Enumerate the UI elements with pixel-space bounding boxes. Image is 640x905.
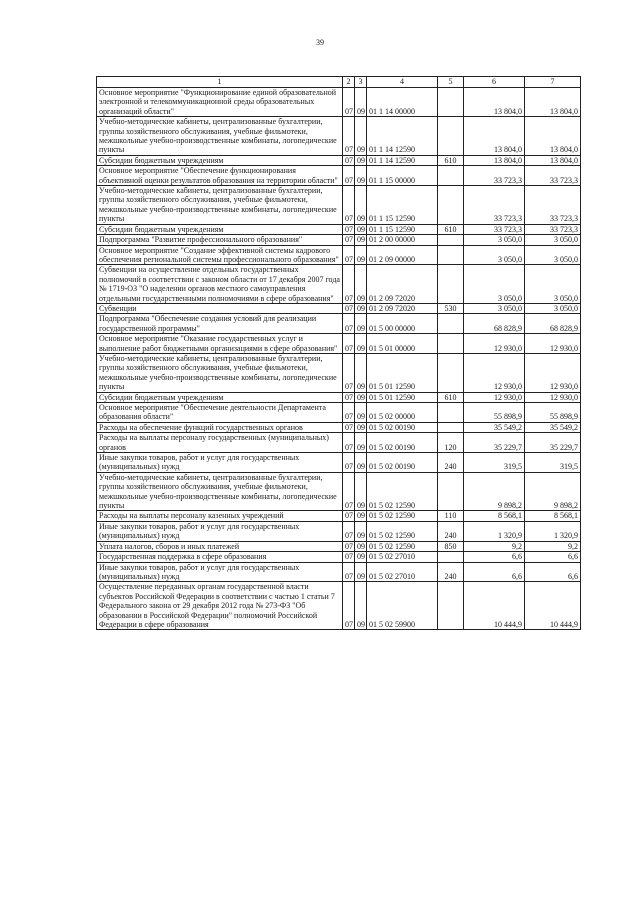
section-code-cell: 07 [343, 265, 355, 304]
amount-column-7-cell: 33 723,3 [525, 186, 581, 225]
expense-type-cell [438, 186, 464, 225]
amount-column-6-cell: 33 723,3 [464, 186, 525, 225]
subsection-code-cell: 09 [355, 521, 367, 541]
amount-column-6-cell: 6,6 [464, 562, 525, 582]
amount-column-7-cell: 3 050,0 [525, 235, 581, 245]
amount-column-6-cell: 3 050,0 [464, 265, 525, 304]
expense-type-cell: 530 [438, 303, 464, 313]
target-article-cell: 01 5 01 12590 [367, 392, 438, 402]
subsection-code-cell: 09 [355, 265, 367, 304]
amount-column-7-cell: 12 930,0 [525, 392, 581, 402]
row-name-cell: Субсидии бюджетным учреждениям [97, 155, 343, 165]
expense-type-cell [438, 314, 464, 334]
amount-column-6-cell: 33 723,3 [464, 166, 525, 186]
section-code-cell: 07 [343, 155, 355, 165]
amount-column-6-cell: 13 804,0 [464, 88, 525, 117]
subsection-code-cell: 09 [355, 186, 367, 225]
table-row [97, 155, 581, 165]
expense-type-cell: 240 [438, 453, 464, 473]
table-row [97, 353, 581, 392]
amount-column-6-cell: 33 723,3 [464, 224, 525, 234]
subsection-code-cell: 09 [355, 582, 367, 630]
amount-column-7-cell: 13 804,0 [525, 88, 581, 117]
target-article-cell: 01 5 02 00190 [367, 433, 438, 453]
target-article-cell: 01 5 00 00000 [367, 314, 438, 334]
section-code-cell: 07 [343, 433, 355, 453]
target-article-cell: 01 5 01 12590 [367, 353, 438, 392]
row-name-cell: Иные закупки товаров, работ и услуг для государственных (муниципальных) нужд [97, 521, 343, 541]
table-row [97, 245, 581, 265]
target-article-cell: 01 5 02 12590 [367, 511, 438, 521]
column-header: 6 [464, 77, 525, 88]
column-header: 7 [525, 77, 581, 88]
expense-type-cell [438, 245, 464, 265]
table-row [97, 303, 581, 313]
table-row [97, 472, 581, 511]
row-name-cell: Государственная поддержка в сфере образования [97, 552, 343, 562]
table-row [97, 235, 581, 245]
amount-column-6-cell: 319,5 [464, 453, 525, 473]
row-name-cell: Учебно-методические кабинеты, централизованные бухгалтерии, группы хозяйственного обслуживания, учебные фильмотеки, межшкольные учебно-производственные комбинаты, логопедические пункты [97, 117, 343, 156]
expense-type-cell [438, 88, 464, 117]
amount-column-6-cell: 35 549,2 [464, 422, 525, 432]
amount-column-7-cell: 1 320,9 [525, 521, 581, 541]
expense-type-cell: 110 [438, 511, 464, 521]
expense-type-cell [438, 166, 464, 186]
row-name-cell: Учебно-методические кабинеты, централизованные бухгалтерии, группы хозяйственного обслуживания, учебные фильмотеки, межшкольные учебно-производственные комбинаты, логопедические пункты [97, 472, 343, 511]
target-article-cell: 01 2 09 72020 [367, 303, 438, 313]
amount-column-6-cell: 3 050,0 [464, 303, 525, 313]
section-code-cell: 07 [343, 186, 355, 225]
target-article-cell: 01 1 14 12590 [367, 117, 438, 156]
amount-column-7-cell: 3 050,0 [525, 265, 581, 304]
amount-column-7-cell: 3 050,0 [525, 245, 581, 265]
subsection-code-cell: 09 [355, 403, 367, 423]
table-row [97, 265, 581, 304]
amount-column-6-cell: 9,2 [464, 541, 525, 551]
section-code-cell: 07 [343, 314, 355, 334]
target-article-cell: 01 1 14 12590 [367, 155, 438, 165]
amount-column-7-cell: 8 568,1 [525, 511, 581, 521]
section-code-cell: 07 [343, 88, 355, 117]
column-header: 2 [343, 77, 355, 88]
amount-column-7-cell: 35 229,7 [525, 433, 581, 453]
expense-type-cell [438, 265, 464, 304]
amount-column-6-cell: 9 898,2 [464, 472, 525, 511]
section-code-cell: 07 [343, 521, 355, 541]
amount-column-7-cell: 10 444,9 [525, 582, 581, 630]
target-article-cell: 01 5 02 27010 [367, 552, 438, 562]
amount-column-7-cell: 13 804,0 [525, 117, 581, 156]
subsection-code-cell: 09 [355, 224, 367, 234]
amount-column-7-cell: 9,2 [525, 541, 581, 551]
row-name-cell: Основное мероприятие "Обеспечение деятельности Департамента образования области" [97, 403, 343, 423]
subsection-code-cell: 09 [355, 541, 367, 551]
amount-column-7-cell: 33 723,3 [525, 166, 581, 186]
subsection-code-cell: 09 [355, 314, 367, 334]
section-code-cell: 07 [343, 245, 355, 265]
row-name-cell: Осуществление переданных органам государственной власти субъектов Российской Федерации в соответствии с частью 1 статьи 7 Федерального закона от 29 декабря 2012 года № 273-ФЗ "Об образовании в Российской Федерации" полномочий Российской Федерации в сфере образования [97, 582, 343, 630]
amount-column-7-cell: 6,6 [525, 552, 581, 562]
expense-type-cell [438, 334, 464, 354]
subsection-code-cell: 09 [355, 453, 367, 473]
table-row [97, 88, 581, 117]
table-row [97, 166, 581, 186]
table-row [97, 314, 581, 334]
row-name-cell: Расходы на выплаты персоналу казенных учреждений [97, 511, 343, 521]
expense-type-cell: 610 [438, 392, 464, 402]
target-article-cell: 01 2 09 72020 [367, 265, 438, 304]
amount-column-6-cell: 3 050,0 [464, 245, 525, 265]
amount-column-7-cell: 9 898,2 [525, 472, 581, 511]
amount-column-6-cell: 12 930,0 [464, 392, 525, 402]
table-row [97, 224, 581, 234]
amount-column-6-cell: 35 229,7 [464, 433, 525, 453]
subsection-code-cell: 09 [355, 511, 367, 521]
target-article-cell: 01 5 02 00190 [367, 422, 438, 432]
expense-type-cell [438, 403, 464, 423]
section-code-cell: 07 [343, 472, 355, 511]
target-article-cell: 01 5 02 59900 [367, 582, 438, 630]
row-name-cell: Основное мероприятие "Функционирование единой образовательной электронной и телекоммуникационной среды образовательных организаций области" [97, 88, 343, 117]
expense-type-cell: 610 [438, 224, 464, 234]
section-code-cell: 07 [343, 166, 355, 186]
amount-column-6-cell: 13 804,0 [464, 155, 525, 165]
table-row [97, 521, 581, 541]
section-code-cell: 07 [343, 552, 355, 562]
section-code-cell: 07 [343, 562, 355, 582]
target-article-cell: 01 5 02 00190 [367, 453, 438, 473]
table-row [97, 422, 581, 432]
column-header: 4 [367, 77, 438, 88]
amount-column-6-cell: 68 828,9 [464, 314, 525, 334]
row-name-cell: Субвенции [97, 303, 343, 313]
amount-column-7-cell: 35 549,2 [525, 422, 581, 432]
target-article-cell: 01 5 02 12590 [367, 472, 438, 511]
amount-column-7-cell: 13 804,0 [525, 155, 581, 165]
row-name-cell: Иные закупки товаров, работ и услуг для государственных (муниципальных) нужд [97, 453, 343, 473]
amount-column-6-cell: 13 804,0 [464, 117, 525, 156]
expense-type-cell [438, 353, 464, 392]
expense-type-cell [438, 582, 464, 630]
amount-column-7-cell: 3 050,0 [525, 303, 581, 313]
amount-column-7-cell: 33 723,3 [525, 224, 581, 234]
subsection-code-cell: 09 [355, 235, 367, 245]
subsection-code-cell: 09 [355, 353, 367, 392]
expense-type-cell [438, 422, 464, 432]
target-article-cell: 01 5 02 12590 [367, 541, 438, 551]
row-name-cell: Уплата налогов, сборов и иных платежей [97, 541, 343, 551]
expense-type-cell: 120 [438, 433, 464, 453]
section-code-cell: 07 [343, 403, 355, 423]
target-article-cell: 01 1 15 12590 [367, 186, 438, 225]
subsection-code-cell: 09 [355, 88, 367, 117]
amount-column-7-cell: 319,5 [525, 453, 581, 473]
row-name-cell: Расходы на выплаты персоналу государственных (муниципальных) органов [97, 433, 343, 453]
amount-column-6-cell: 10 444,9 [464, 582, 525, 630]
table-row [97, 392, 581, 402]
expense-type-cell [438, 552, 464, 562]
target-article-cell: 01 2 00 00000 [367, 235, 438, 245]
row-name-cell: Субсидии бюджетным учреждениям [97, 392, 343, 402]
subsection-code-cell: 09 [355, 422, 367, 432]
expense-type-cell: 240 [438, 562, 464, 582]
subsection-code-cell: 09 [355, 166, 367, 186]
section-code-cell: 07 [343, 511, 355, 521]
expense-type-cell: 240 [438, 521, 464, 541]
subsection-code-cell: 09 [355, 392, 367, 402]
target-article-cell: 01 1 15 00000 [367, 166, 438, 186]
section-code-cell: 07 [343, 392, 355, 402]
section-code-cell: 07 [343, 453, 355, 473]
table-body [97, 88, 581, 630]
section-code-cell: 07 [343, 224, 355, 234]
expense-type-cell [438, 117, 464, 156]
table-row [97, 511, 581, 521]
row-name-cell: Основное мероприятие "Оказание государственных услуг и выполнение работ бюджетными организациями в сфере образования" [97, 334, 343, 354]
row-name-cell: Подпрограмма "Развитие профессионального образования" [97, 235, 343, 245]
column-header: 5 [438, 77, 464, 88]
row-name-cell: Учебно-методические кабинеты, централизованные бухгалтерии, группы хозяйственного обслуживания, учебные фильмотеки, межшкольные учебно-производственные комбинаты, логопедические пункты [97, 186, 343, 225]
target-article-cell: 01 5 02 00000 [367, 403, 438, 423]
section-code-cell: 07 [343, 334, 355, 354]
target-article-cell: 01 2 09 00000 [367, 245, 438, 265]
table-row [97, 334, 581, 354]
row-name-cell: Субсидии бюджетным учреждениям [97, 224, 343, 234]
target-article-cell: 01 5 02 27010 [367, 562, 438, 582]
amount-column-7-cell: 12 930,0 [525, 353, 581, 392]
table-row [97, 541, 581, 551]
expense-type-cell: 610 [438, 155, 464, 165]
row-name-cell: Учебно-методические кабинеты, централизованные бухгалтерии, группы хозяйственного обслуживания, учебные фильмотеки, межшкольные учебно-производственные комбинаты, логопедические пункты [97, 353, 343, 392]
page-number: 39 [316, 38, 324, 47]
section-code-cell: 07 [343, 582, 355, 630]
budget-table [96, 76, 581, 630]
table-row [97, 552, 581, 562]
table-row [97, 433, 581, 453]
subsection-code-cell: 09 [355, 433, 367, 453]
section-code-cell: 07 [343, 235, 355, 245]
amount-column-6-cell: 8 568,1 [464, 511, 525, 521]
row-name-cell: Субвенции на осуществление отдельных государственных полномочий в соответствии с законом области от 17 декабря 2007 года № 1719-ОЗ "О наделении органов местного самоуправления отдельными государственными полномочиями в сфере образования" [97, 265, 343, 304]
amount-column-6-cell: 6,6 [464, 552, 525, 562]
target-article-cell: 01 1 15 12590 [367, 224, 438, 234]
amount-column-6-cell: 3 050,0 [464, 235, 525, 245]
header-row [97, 77, 581, 88]
expense-type-cell: 850 [438, 541, 464, 551]
section-code-cell: 07 [343, 353, 355, 392]
section-code-cell: 07 [343, 541, 355, 551]
table-row [97, 117, 581, 156]
target-article-cell: 01 5 01 00000 [367, 334, 438, 354]
row-name-cell: Основное мероприятие "Создание эффективной системы кадрового обеспечения региональной системы профессионального образования" [97, 245, 343, 265]
subsection-code-cell: 09 [355, 155, 367, 165]
amount-column-7-cell: 68 828,9 [525, 314, 581, 334]
table-row [97, 403, 581, 423]
target-article-cell: 01 1 14 00000 [367, 88, 438, 117]
table-row [97, 562, 581, 582]
subsection-code-cell: 09 [355, 245, 367, 265]
column-header: 3 [355, 77, 367, 88]
amount-column-7-cell: 12 930,0 [525, 334, 581, 354]
expense-type-cell [438, 472, 464, 511]
amount-column-6-cell: 12 930,0 [464, 334, 525, 354]
target-article-cell: 01 5 02 12590 [367, 521, 438, 541]
subsection-code-cell: 09 [355, 117, 367, 156]
row-name-cell: Иные закупки товаров, работ и услуг для государственных (муниципальных) нужд [97, 562, 343, 582]
amount-column-7-cell: 6,6 [525, 562, 581, 582]
subsection-code-cell: 09 [355, 562, 367, 582]
expense-type-cell [438, 235, 464, 245]
subsection-code-cell: 09 [355, 334, 367, 354]
table-row [97, 453, 581, 473]
amount-column-7-cell: 55 898,9 [525, 403, 581, 423]
subsection-code-cell: 09 [355, 552, 367, 562]
subsection-code-cell: 09 [355, 303, 367, 313]
column-header: 1 [97, 77, 343, 88]
section-code-cell: 07 [343, 303, 355, 313]
table-row [97, 582, 581, 630]
section-code-cell: 07 [343, 117, 355, 156]
table-row [97, 186, 581, 225]
row-name-cell: Основное мероприятие "Обеспечение функционирования объективной оценки результатов образования на территории области" [97, 166, 343, 186]
row-name-cell: Подпрограмма "Обеспечение создания условий для реализации государственной программы" [97, 314, 343, 334]
subsection-code-cell: 09 [355, 472, 367, 511]
amount-column-6-cell: 12 930,0 [464, 353, 525, 392]
amount-column-6-cell: 1 320,9 [464, 521, 525, 541]
row-name-cell: Расходы на обеспечение функций государственных органов [97, 422, 343, 432]
section-code-cell: 07 [343, 422, 355, 432]
amount-column-6-cell: 55 898,9 [464, 403, 525, 423]
